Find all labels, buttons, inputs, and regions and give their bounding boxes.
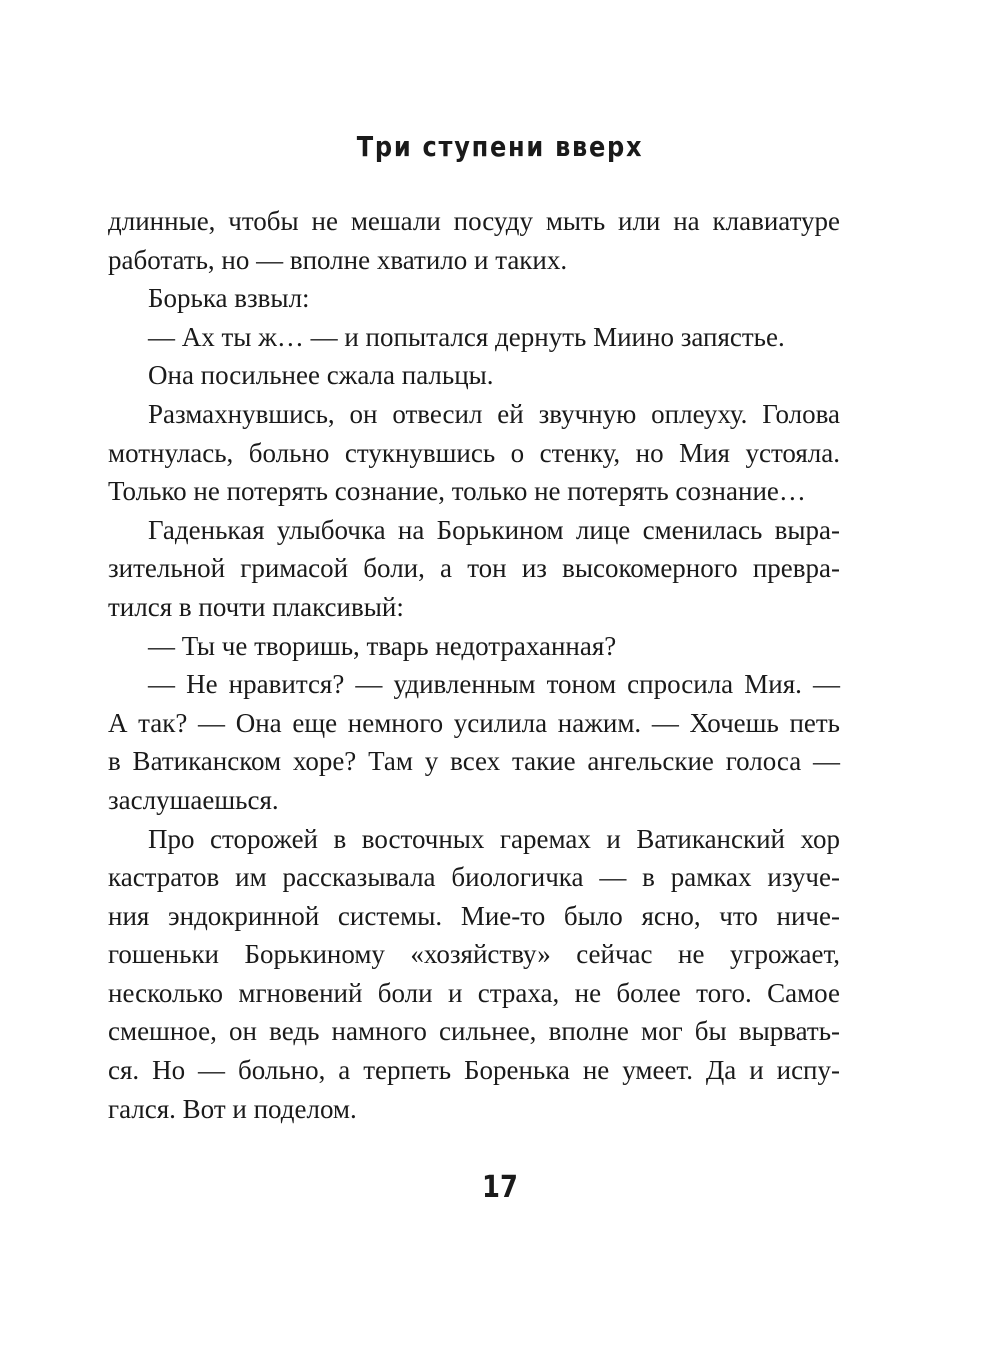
text-line: А так? — Она еще немного усилила нажим. — Хочешь петь bbox=[108, 707, 840, 738]
text-line: работать, но — вполне хватило и таких. bbox=[108, 244, 568, 275]
text-line: ся. Но — больно, а терпеть Боренька не умеет. Да и испу- bbox=[108, 1055, 840, 1086]
text-line: тился в почти плаксивый: bbox=[108, 591, 404, 622]
text-line: Гаденькая улыбочка на Борькином лице сменилась выра- bbox=[148, 514, 840, 545]
text-line: Про сторожей в восточных гаремах и Ватиканский хор bbox=[148, 823, 840, 854]
text-line: несколько мгновений боли и страха, не более того. Самое bbox=[108, 977, 840, 1008]
text-line: Борька взвыл: bbox=[148, 283, 310, 314]
running-head-title: Три ступени вверх bbox=[356, 130, 644, 163]
text-line: ния эндокринной системы. Мие-то было ясно, что ниче- bbox=[108, 900, 840, 931]
text-line: — Ты че творишь, тварь недотраханная? bbox=[148, 630, 617, 661]
text-line: длинные, чтобы не мешали посуду мыть или на клавиатуре bbox=[108, 206, 840, 236]
text-line: гался. Вот и поделом. bbox=[108, 1093, 357, 1124]
text-line: — Ах ты ж… — и попытался дернуть Миино запястье. bbox=[148, 321, 785, 352]
text-line: зительной гримасой боли, а тон из высокомерного превра- bbox=[108, 553, 840, 584]
text-line: Размахнувшись, он отвесил ей звучную оплеуху. Голова bbox=[148, 398, 840, 429]
text-line: — Не нравится? — удивленным тоном спросила Мия. — bbox=[148, 669, 840, 700]
text-line: мотнулась, больно стукнувшись о стенку, но Мия устояла. bbox=[108, 437, 840, 468]
text-line: смешное, он ведь намного сильнее, вполне мог бы вырвать- bbox=[108, 1016, 840, 1047]
body-text bbox=[108, 202, 840, 1128]
text-line: кастратов им рассказывала биологичка — в рамках изуче- bbox=[108, 862, 840, 893]
text-line: заслушаешься. bbox=[108, 784, 279, 815]
page-number: 17 bbox=[482, 1170, 518, 1205]
text-line: Только не потерять сознание, только не потерять сознание… bbox=[108, 476, 806, 507]
text-line: в Ватиканском хоре? Там у всех такие ангельские голоса — bbox=[108, 746, 840, 777]
text-line: гошеньки Борькиному «хозяйству» сейчас не угрожает, bbox=[108, 939, 840, 970]
text-line: Она посильнее сжала пальцы. bbox=[148, 360, 494, 391]
